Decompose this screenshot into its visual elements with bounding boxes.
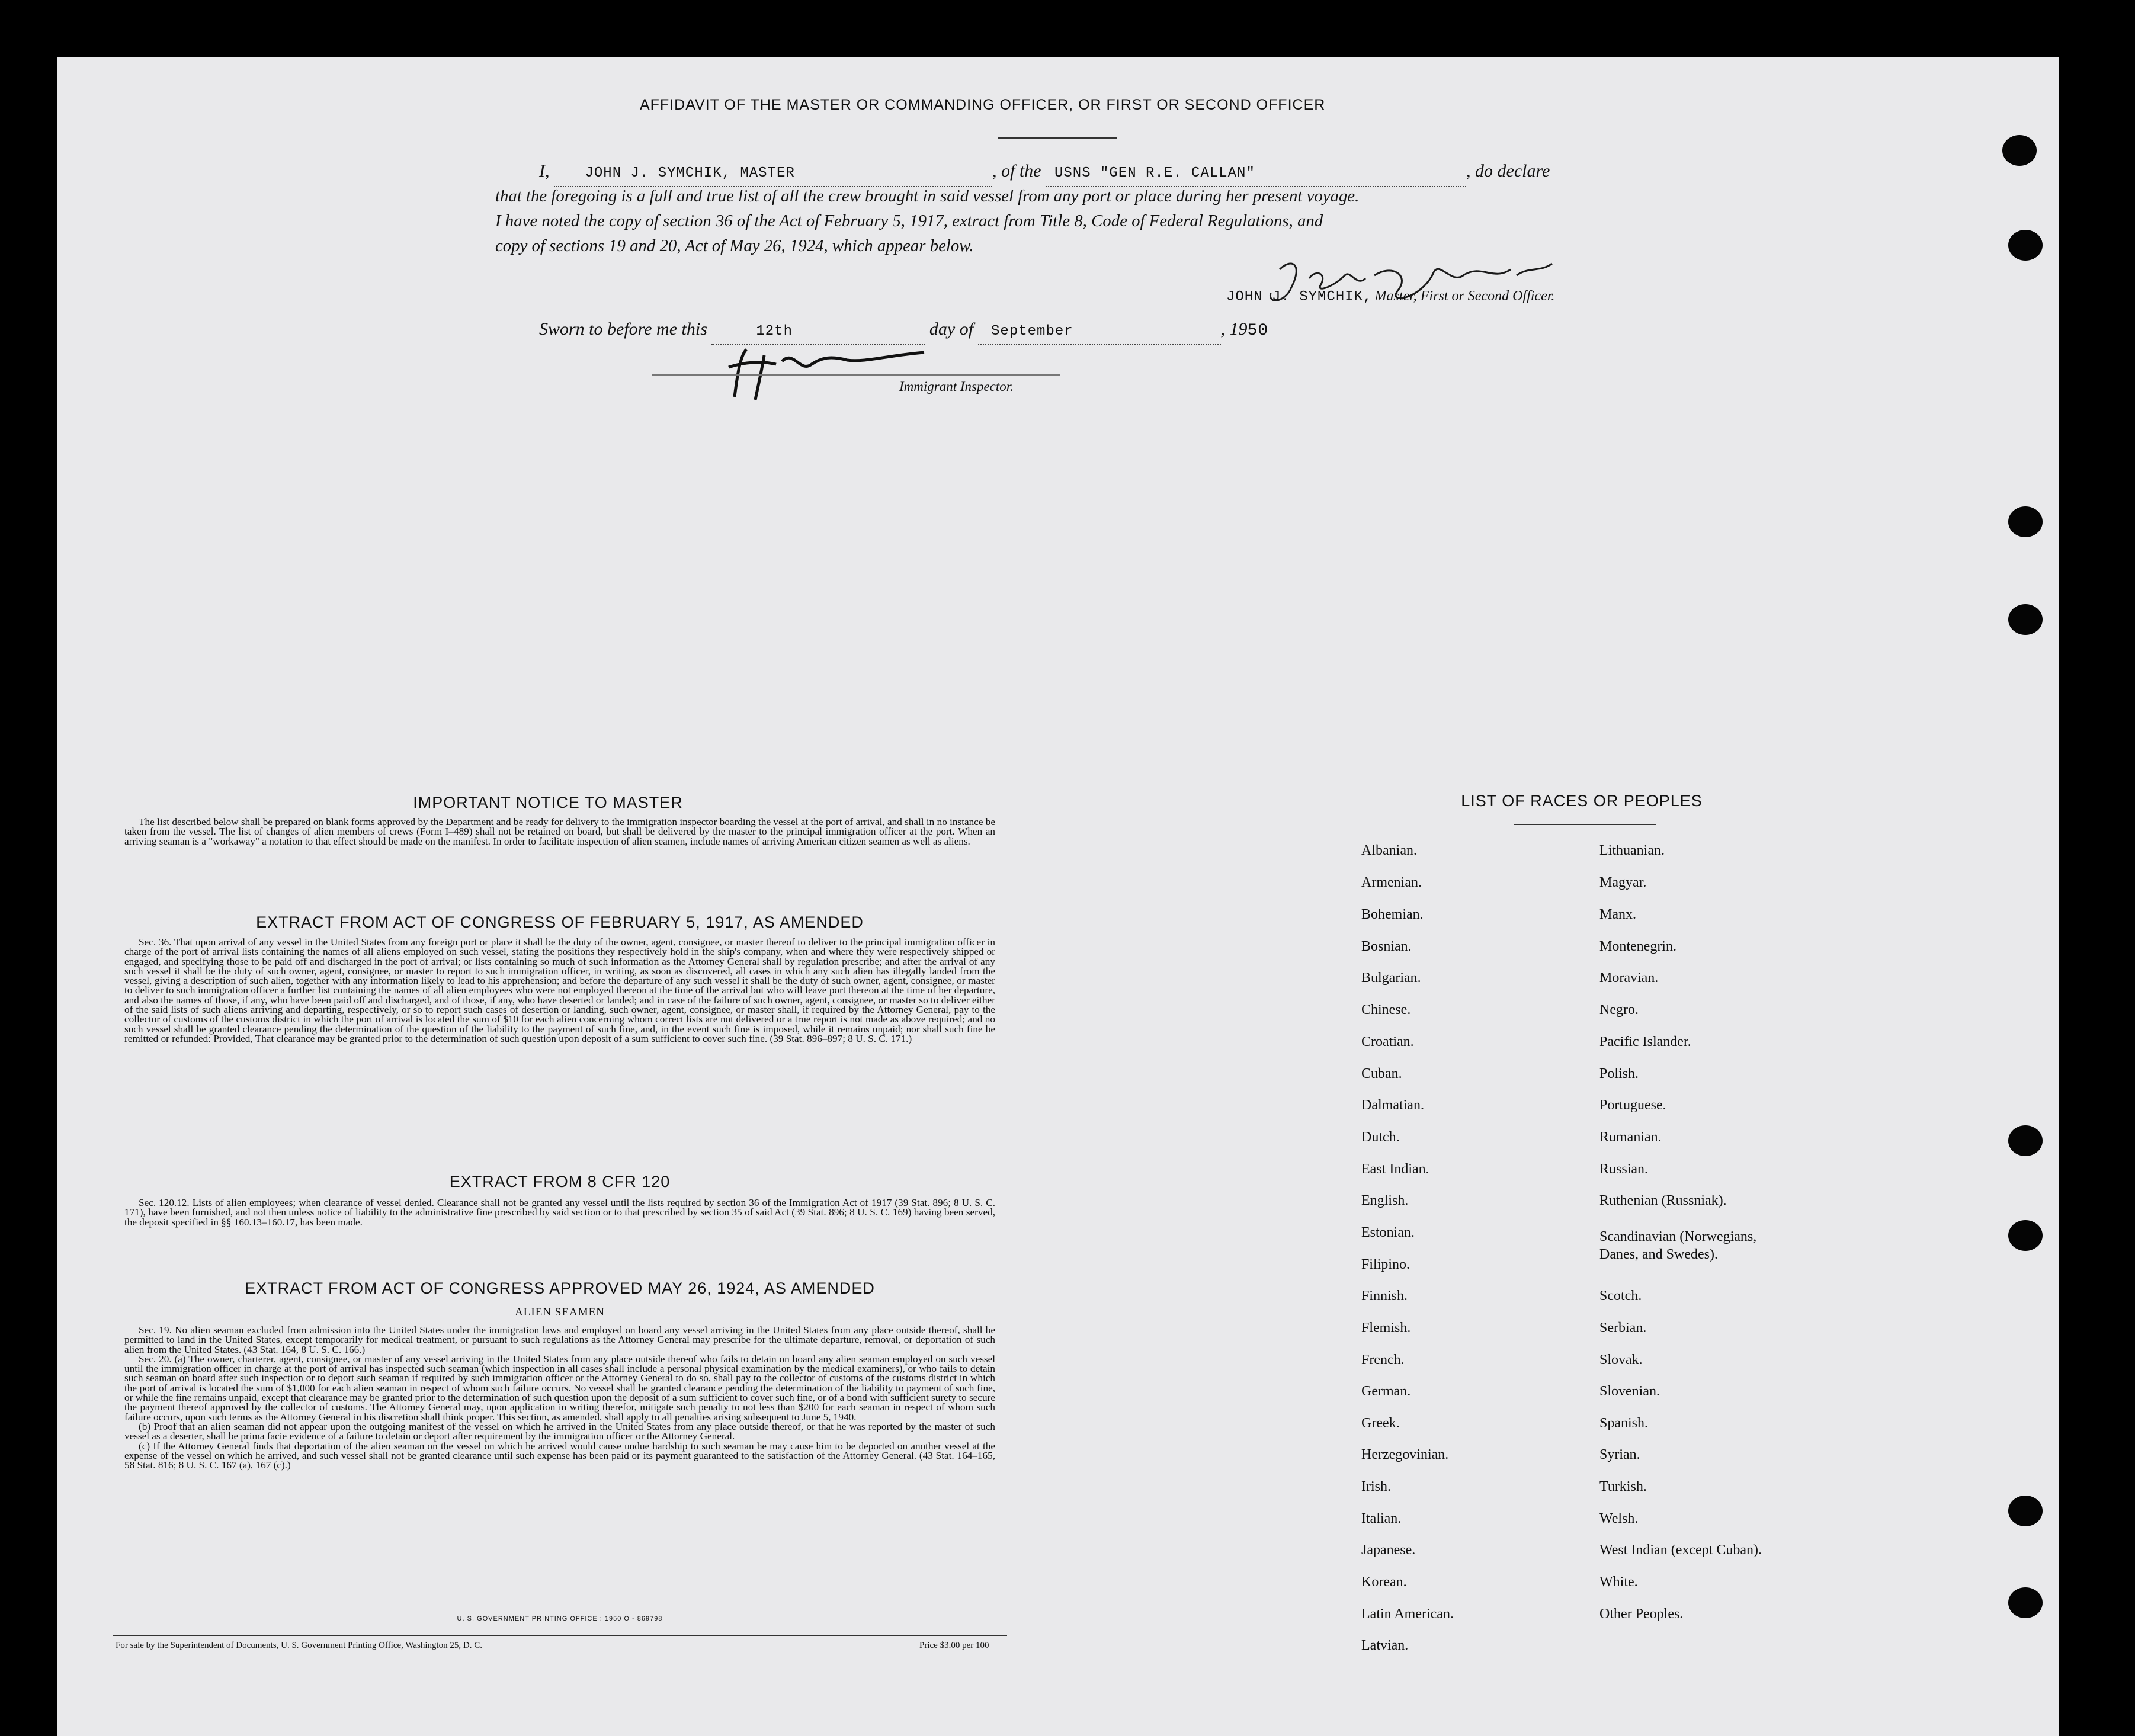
- affidavit-do-declare: , do declare: [1466, 161, 1550, 181]
- signer-typed-name: JOHN J. SYMCHIK,: [1226, 289, 1373, 305]
- day-value: 12th: [756, 323, 793, 339]
- footer-sale-note: For sale by the Superintendent of Documents, U. S. Government Printing Office, Washington 25, D. C.: [116, 1641, 482, 1650]
- race-item: Finnish.: [1361, 1288, 1408, 1304]
- race-item: Filipino.: [1361, 1257, 1410, 1272]
- race-item: Pacific Islander.: [1599, 1034, 1691, 1050]
- affidavit-line-1: [539, 159, 1629, 187]
- master-name-field: [554, 159, 992, 187]
- printing-office-line: U. S. GOVERNMENT PRINTING OFFICE : 1950 O - 869798: [457, 1615, 663, 1622]
- section-20c-paragraph: (c) If the Attorney General finds that deportation of the alien seaman on the vessel on which he arrived would cause undue hardship to such seaman he may cause him to be deported on another vessel at the expense of the vessel on which he arrived, and such vessel shall not be granted clearance until such expense has been paid or its payment guaranteed to the satisfaction of the Attorney General. (43 Stat. 164–165, 58 Stat. 816; 8 U. S. C. 167 (a), 167 (c).): [124, 1440, 995, 1471]
- affidavit-line-3: I have noted the copy of section 36 of the Act of February 5, 1917, extract from Title 8, Code of Federal Regulations, and: [495, 211, 1323, 230]
- race-item: Polish.: [1599, 1066, 1639, 1082]
- extract-cfr-heading: EXTRACT FROM 8 CFR 120: [449, 1173, 671, 1191]
- race-item: French.: [1361, 1352, 1405, 1368]
- sworn-label: Sworn to before me this: [539, 319, 707, 339]
- punch-hole: [2008, 230, 2043, 261]
- affidavit-line-2: that the foregoing is a full and true list of all the crew brought in said vessel from any port or place during her present voyage.: [495, 187, 1360, 206]
- race-item: Lithuanian.: [1599, 843, 1665, 858]
- vessel-name: USNS "GEN R.E. CALLAN": [1054, 165, 1255, 181]
- affidavit-of: , of the: [992, 161, 1041, 181]
- race-item: Italian.: [1361, 1511, 1402, 1526]
- inspector-label: Immigrant Inspector.: [899, 379, 1014, 394]
- punch-hole: [2008, 604, 2043, 635]
- race-item: Manx.: [1599, 907, 1636, 922]
- race-item: Welsh.: [1599, 1511, 1639, 1526]
- signer-role: Master, First or Second Officer.: [1374, 288, 1555, 304]
- extract-cfr-paragraph: Sec. 120.12. Lists of alien employees; when clearance of vessel denied. Clearance shall not be granted any vessel until the lists required by section 36 of the Immigration Act of 1917 (39 Stat. 896; 8 U. S. C. 171), have been furnished, and not then unless notice of liability to the administrative fine prescribed by said section or to that prescribed by section 35 of said Act (39 Stat. 896; 8 U. S. C. 169) having been served, the deposit specified in §§ 160.13–160.17, has been made.: [124, 1197, 995, 1228]
- race-item: West Indian (except Cuban).: [1599, 1542, 1762, 1558]
- inspector-signature: [711, 338, 936, 409]
- race-item: Slovenian.: [1599, 1384, 1660, 1399]
- section-20a-paragraph: Sec. 20. (a) The owner, charterer, agent, consignee, or master of any vessel arriving in the United States from any place outside thereof who fails to detain on board any alien seaman employed on such vessel until the immigration officer in charge at the port of arrival has inspected such seaman (which inspection in all cases shall include a personal physical examination by the medical examiners), or who fails to detain such seaman on board after such inspection or to deport such seaman if required by such immigration officer or the Attorney General to do so, shall pay to the collector of customs of the customs district in which the port of arrival is located the sum of $1,000 for each alien seaman in respect of whom such failure occurs. No vessel shall be granted clearance pending the determination of the liability to payment of such fine, or while the fine remains unpaid, except that clearance may be granted prior to the determination of such question upon the deposit of a sum sufficient to cover such fine, or of a bond with sufficient surety to secure the payment thereof approved by the collector of customs. The Attorney General may, upon application in writing therefor, mitigate such penalty to not less than $200 for each seaman in respect of whom such failure occurs, upon such terms as the Attorney General in his discretion shall think proper. This section, as amended, shall apply to all penalties arising subsequent to June 5, 1940.: [124, 1353, 995, 1423]
- extract-1924-body: [124, 1326, 995, 1470]
- extract-1917-body: [124, 938, 995, 1044]
- section-20b-paragraph: (b) Proof that an alien seaman did not appear upon the outgoing manifest of the vessel on which he arrived in the United States from any place outside thereof, or that he was reported by the master of such vessel as a deserter, shall be prima facie evidence of a failure to detain or deport after requirement by the immigration officer or the Attorney General.: [124, 1420, 995, 1442]
- race-item: Bohemian.: [1361, 907, 1424, 922]
- race-item: Albanian.: [1361, 843, 1417, 858]
- race-item: East Indian.: [1361, 1161, 1429, 1177]
- race-item: Greek.: [1361, 1416, 1400, 1431]
- notice-heading: IMPORTANT NOTICE TO MASTER: [413, 794, 683, 811]
- race-item: Estonian.: [1361, 1225, 1415, 1240]
- day-of-label: day of: [929, 319, 974, 339]
- race-item: White.: [1599, 1574, 1638, 1590]
- race-item: Montenegrin.: [1599, 939, 1676, 954]
- extract-1917-paragraph: Sec. 36. That upon arrival of any vessel in the United States from any foreign port or place it shall be the duty of the owner, agent, consignee, or master thereof to deliver to the principal immigration officer in charge of the port of arrival lists containing the names of all aliens employed on such vessel, stating the positions they respectively hold in the ship's company, when and where they were respectively shipped or engaged, and specifying those to be paid off and discharged in the port of arrival; or lists containing so much of such information as the Attorney General shall by regulation prescribe; and after the arrival of any such vessel it shall be the duty of such owner, agent, consignee, or master to report to such immigration officer, in writing, as soon as discovered, all cases in which any such alien has illegally landed from the vessel, giving a description of such alien, together with any information likely to lead to his apprehension; and before the departure of any such vessel it shall be the duty of such owner, agent, consignee, or master to deliver to such immigration officer a further list containing the names of all alien employees who were not employed thereon at the time of the arrival but who will leave port thereon at the time of her departure, and also the names of those, if any, who have been paid off and discharged, and of those, if any, who have deserted or landed; and in case of the failure of such owner, agent, consignee, or master so to deliver either of the said lists of such aliens arriving and departing, respectively, or so to report such cases of desertion or landing, such owner, agent, consignee, or master shall, if required by the Attorney General, pay to the collector of customs of the customs district in which the port of arrival is located the sum of $10 for each alien concerning whom correct lists are not delivered or a true report is not made as above required; and no such vessel shall be granted clearance pending the determination of the question of the liability to the payment of such fine, and, in the event such fine is imposed, while it remains unpaid; nor shall such fine be remitted or refunded: Provided, That clearance may be granted prior to the determination of such question upon deposit of a sum sufficient to cover such fine. (39 Stat. 896–897; 8 U. S. C. 171.): [124, 936, 995, 1044]
- title-rule: [998, 137, 1117, 139]
- race-item: Dutch.: [1361, 1129, 1400, 1145]
- extract-1917-heading: EXTRACT FROM ACT OF CONGRESS OF FEBRUARY 5, 1917, AS AMENDED: [256, 913, 864, 931]
- races-heading: LIST OF RACES OR PEOPLES: [1461, 792, 1703, 810]
- race-item: Flemish.: [1361, 1320, 1411, 1336]
- race-item: Scandinavian (Norwegians,: [1599, 1229, 1757, 1244]
- notice-body: [124, 817, 995, 846]
- punch-hole: [2008, 1587, 2043, 1618]
- race-item: Turkish.: [1599, 1479, 1647, 1494]
- punch-hole: [2008, 506, 2043, 537]
- race-item: Dalmatian.: [1361, 1098, 1424, 1113]
- race-item: Japanese.: [1361, 1542, 1416, 1558]
- master-signature: [1256, 252, 1564, 317]
- race-item: Other Peoples.: [1599, 1606, 1684, 1622]
- month-value: September: [991, 323, 1073, 339]
- race-item: Negro.: [1599, 1002, 1639, 1018]
- footer-rule: [113, 1635, 1007, 1636]
- race-item: Scotch.: [1599, 1288, 1642, 1304]
- section-19-paragraph: Sec. 19. No alien seaman excluded from admission into the United States under the immigration laws and employed on board any vessel arriving in the United States from any place outside thereof, shall be permitted to land in the United States, except temporarily for medical treatment, or pursuant to such regulations as the Attorney General may prescribe for the ultimate departure, removal, or deportation of such alien from the United States. (43 Stat. 164, 8 U. S. C. 166.): [124, 1324, 995, 1355]
- signer-line: [1226, 288, 1554, 305]
- punch-hole: [2002, 135, 2037, 166]
- race-item: Rumanian.: [1599, 1129, 1662, 1145]
- year-prefix: , 19: [1220, 319, 1248, 339]
- affidavit-title: AFFIDAVIT OF THE MASTER OR COMMANDING OFFICER, OR FIRST OR SECOND OFFICER: [640, 97, 1326, 113]
- race-item: Bosnian.: [1361, 939, 1412, 954]
- footer-price: Price $3.00 per 100: [919, 1641, 989, 1650]
- race-item: Russian.: [1599, 1161, 1649, 1177]
- race-item: Bulgarian.: [1361, 970, 1421, 986]
- year-value: 50: [1247, 322, 1269, 340]
- affidavit-line-4: copy of sections 19 and 20, Act of May 26, 1924, which appear below.: [495, 236, 974, 255]
- race-item: Latin American.: [1361, 1606, 1454, 1622]
- race-item: Cuban.: [1361, 1066, 1402, 1082]
- race-item: Latvian.: [1361, 1638, 1409, 1653]
- punch-hole: [2008, 1125, 2043, 1156]
- race-item: German.: [1361, 1384, 1411, 1399]
- inspector-rule: [652, 374, 1060, 376]
- race-item: Moravian.: [1599, 970, 1659, 986]
- extract-cfr-body: [124, 1198, 995, 1227]
- race-item: Magyar.: [1599, 875, 1647, 890]
- race-item: Herzegovinian.: [1361, 1447, 1449, 1462]
- master-name: JOHN J. SYMCHIK, MASTER: [585, 165, 795, 181]
- race-item: Danes, and Swedes).: [1599, 1247, 1718, 1262]
- race-item: Spanish.: [1599, 1416, 1649, 1431]
- punch-hole: [2008, 1220, 2043, 1251]
- affidavit-i: I,: [539, 161, 550, 181]
- punch-hole: [2008, 1496, 2043, 1526]
- race-item: Irish.: [1361, 1479, 1391, 1494]
- race-item: Slovak.: [1599, 1352, 1643, 1368]
- races-heading-rule: [1514, 824, 1656, 825]
- race-item: Korean.: [1361, 1574, 1407, 1590]
- race-item: Ruthenian (Russniak).: [1599, 1193, 1727, 1208]
- race-item: Armenian.: [1361, 875, 1422, 890]
- race-item: Serbian.: [1599, 1320, 1647, 1336]
- race-item: Syrian.: [1599, 1447, 1640, 1462]
- document-page: [57, 57, 2059, 1736]
- notice-paragraph: The list described below shall be prepared on blank forms approved by the Department and be ready for delivery to the immigration inspector boarding the vessel at the port of arrival, and shall in no instance be taken from the vessel. The list of changes of alien members of crews (Form I–489) shall not be retained on board, but shall be delivered by the master to the principal immigration officer at the port. When an arriving seaman is a "workaway" a notation to that effect should be made on the manifest. In order to facilitate inspection of alien seamen, include names of arriving American citizen seamen as well as aliens.: [124, 816, 995, 847]
- race-item: Croatian.: [1361, 1034, 1414, 1050]
- race-item: Chinese.: [1361, 1002, 1411, 1018]
- race-item: Portuguese.: [1599, 1098, 1666, 1113]
- race-item: English.: [1361, 1193, 1409, 1208]
- month-field: [978, 317, 1221, 345]
- alien-seamen-subheading: ALIEN SEAMEN: [515, 1306, 605, 1318]
- vessel-field: [1046, 159, 1466, 187]
- extract-1924-heading: EXTRACT FROM ACT OF CONGRESS APPROVED MAY 26, 1924, AS AMENDED: [245, 1279, 875, 1297]
